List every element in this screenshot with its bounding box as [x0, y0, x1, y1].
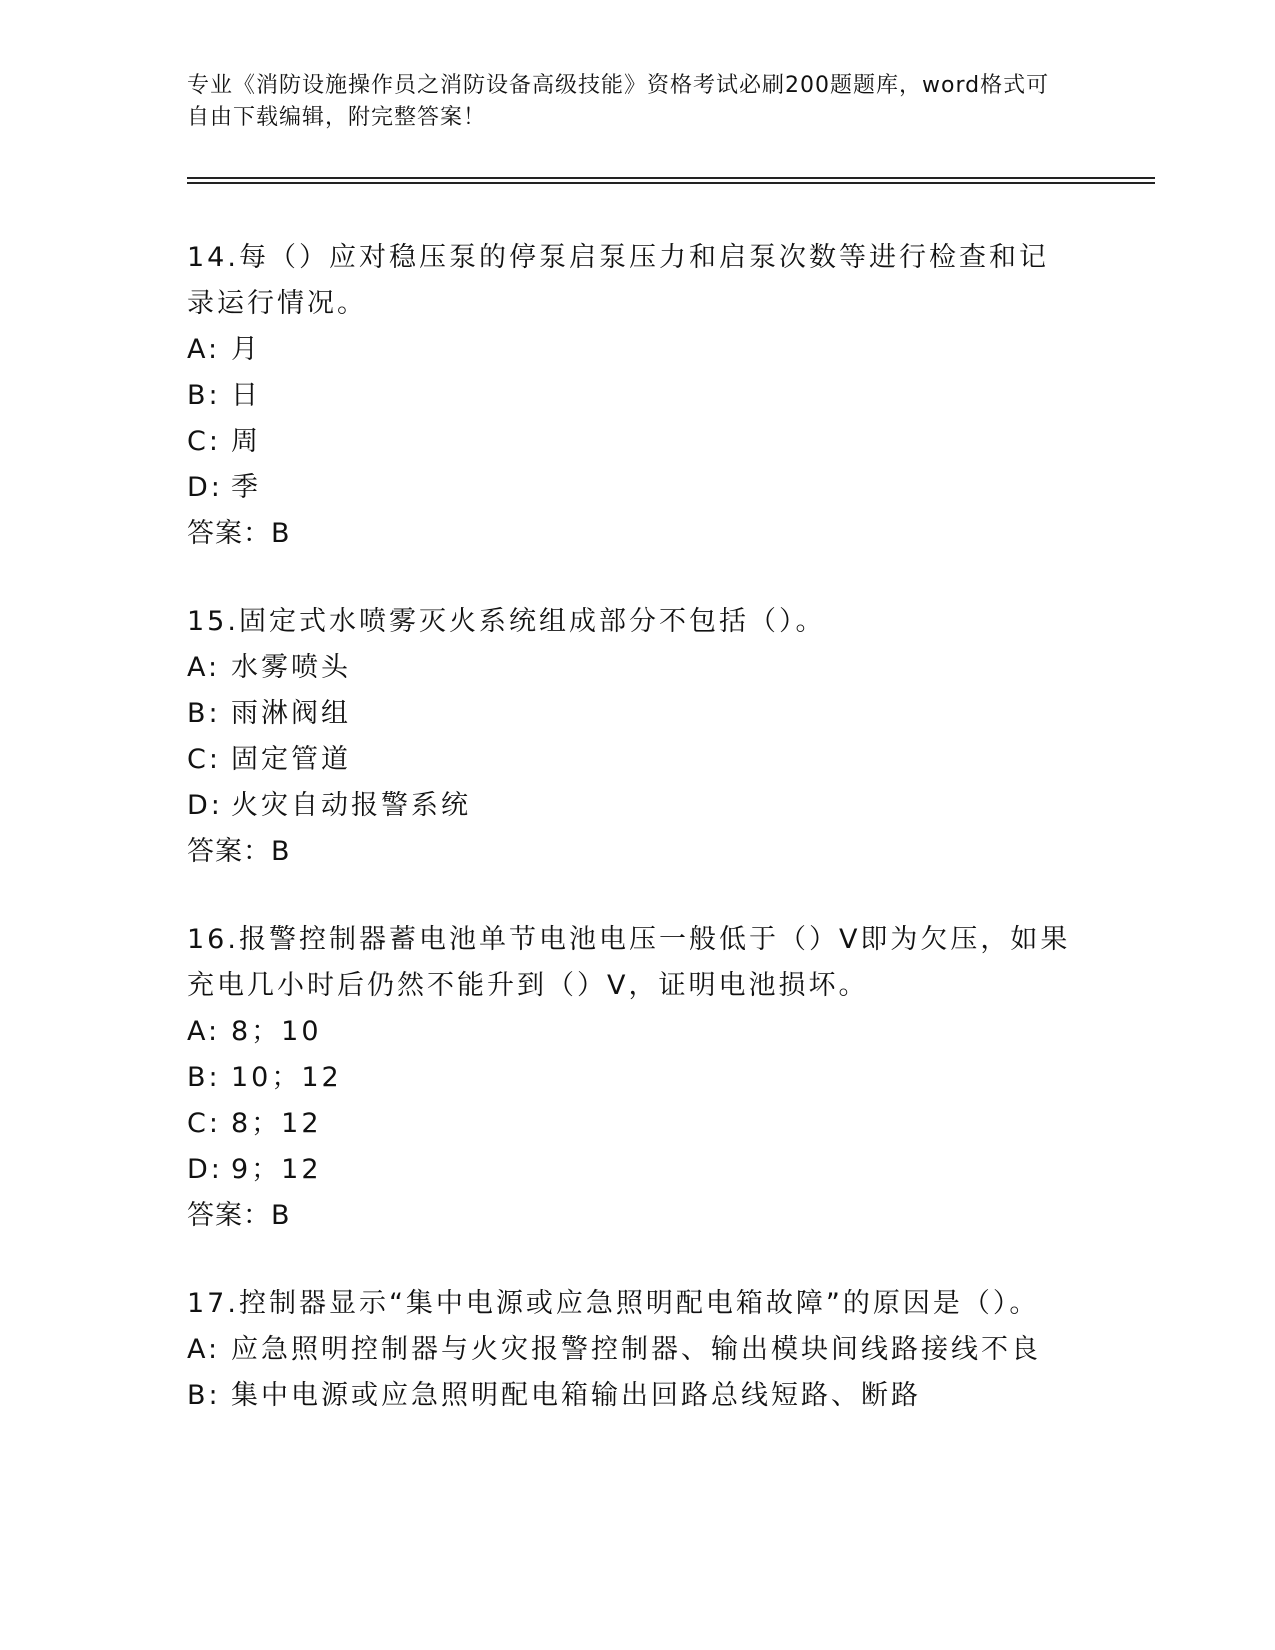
option-key: D: — [187, 790, 223, 821]
option-b — [187, 691, 1087, 737]
document-header — [187, 70, 1067, 134]
option-text: 8；10 — [231, 1016, 322, 1047]
answer: 答案：B — [187, 518, 291, 549]
option-text: 周 — [231, 426, 261, 457]
option-text: 季 — [231, 472, 261, 503]
option-c — [187, 419, 1087, 465]
option-text: 应急照明控制器与火灾报警控制器、输出模块间线路接线不良 — [231, 1334, 1041, 1365]
option-text: 火灾自动报警系统 — [231, 790, 471, 821]
option-a — [187, 327, 1087, 373]
option-a — [187, 1009, 1087, 1055]
question-list — [187, 235, 1087, 1461]
option-text: 月 — [231, 334, 261, 365]
option-key: B: — [187, 380, 221, 411]
answer: 答案：B — [187, 1200, 291, 1231]
option-key: A: — [187, 1016, 221, 1047]
question-stem: 14.每（）应对稳压泵的停泵启泵压力和启泵次数等进行检查和记录运行情况。 — [187, 242, 1049, 319]
option-text: 固定管道 — [231, 744, 351, 775]
option-key: C: — [187, 744, 221, 775]
option-text: 8；12 — [231, 1108, 322, 1139]
option-a — [187, 1327, 1087, 1373]
option-b — [187, 1055, 1087, 1101]
question-14 — [187, 235, 1087, 557]
answer: 答案：B — [187, 836, 291, 867]
question-17 — [187, 1281, 1087, 1419]
option-key: D: — [187, 472, 223, 503]
option-key: B: — [187, 698, 221, 729]
question-stem: 15.固定式水喷雾灭火系统组成部分不包括（）。 — [187, 606, 826, 637]
option-key: B: — [187, 1380, 221, 1411]
option-text: 集中电源或应急照明配电箱输出回路总线短路、断路 — [231, 1380, 921, 1411]
option-text: 10；12 — [231, 1062, 342, 1093]
option-key: C: — [187, 1108, 221, 1139]
option-c — [187, 1101, 1087, 1147]
option-d — [187, 465, 1087, 511]
option-b — [187, 373, 1087, 419]
header-divider-top — [187, 177, 1155, 179]
option-c — [187, 737, 1087, 783]
question-15 — [187, 599, 1087, 875]
option-key: B: — [187, 1062, 221, 1093]
option-text: 日 — [231, 380, 261, 411]
option-text: 9；12 — [231, 1154, 322, 1185]
option-text: 水雾喷头 — [231, 652, 351, 683]
option-key: A: — [187, 334, 221, 365]
option-d — [187, 1147, 1087, 1193]
option-key: A: — [187, 652, 221, 683]
option-d — [187, 783, 1087, 829]
question-stem: 17.控制器显示“集中电源或应急照明配电箱故障”的原因是（）。 — [187, 1288, 1040, 1319]
question-stem: 16.报警控制器蓄电池单节电池电压一般低于（）V即为欠压，如果充电几小时后仍然不能升到（）V，证明电池损坏。 — [187, 924, 1071, 1001]
header-divider-bottom — [187, 182, 1155, 184]
question-16 — [187, 917, 1087, 1239]
option-key: D: — [187, 1154, 223, 1185]
option-b — [187, 1373, 1087, 1419]
option-key: C: — [187, 426, 221, 457]
option-key: A: — [187, 1334, 221, 1365]
option-text: 雨淋阀组 — [231, 698, 351, 729]
header-text: 专业《消防设施操作员之消防设备高级技能》资格考试必刷200题题库，word格式可自由下载编辑，附完整答案！ — [187, 73, 1050, 130]
option-a — [187, 645, 1087, 691]
